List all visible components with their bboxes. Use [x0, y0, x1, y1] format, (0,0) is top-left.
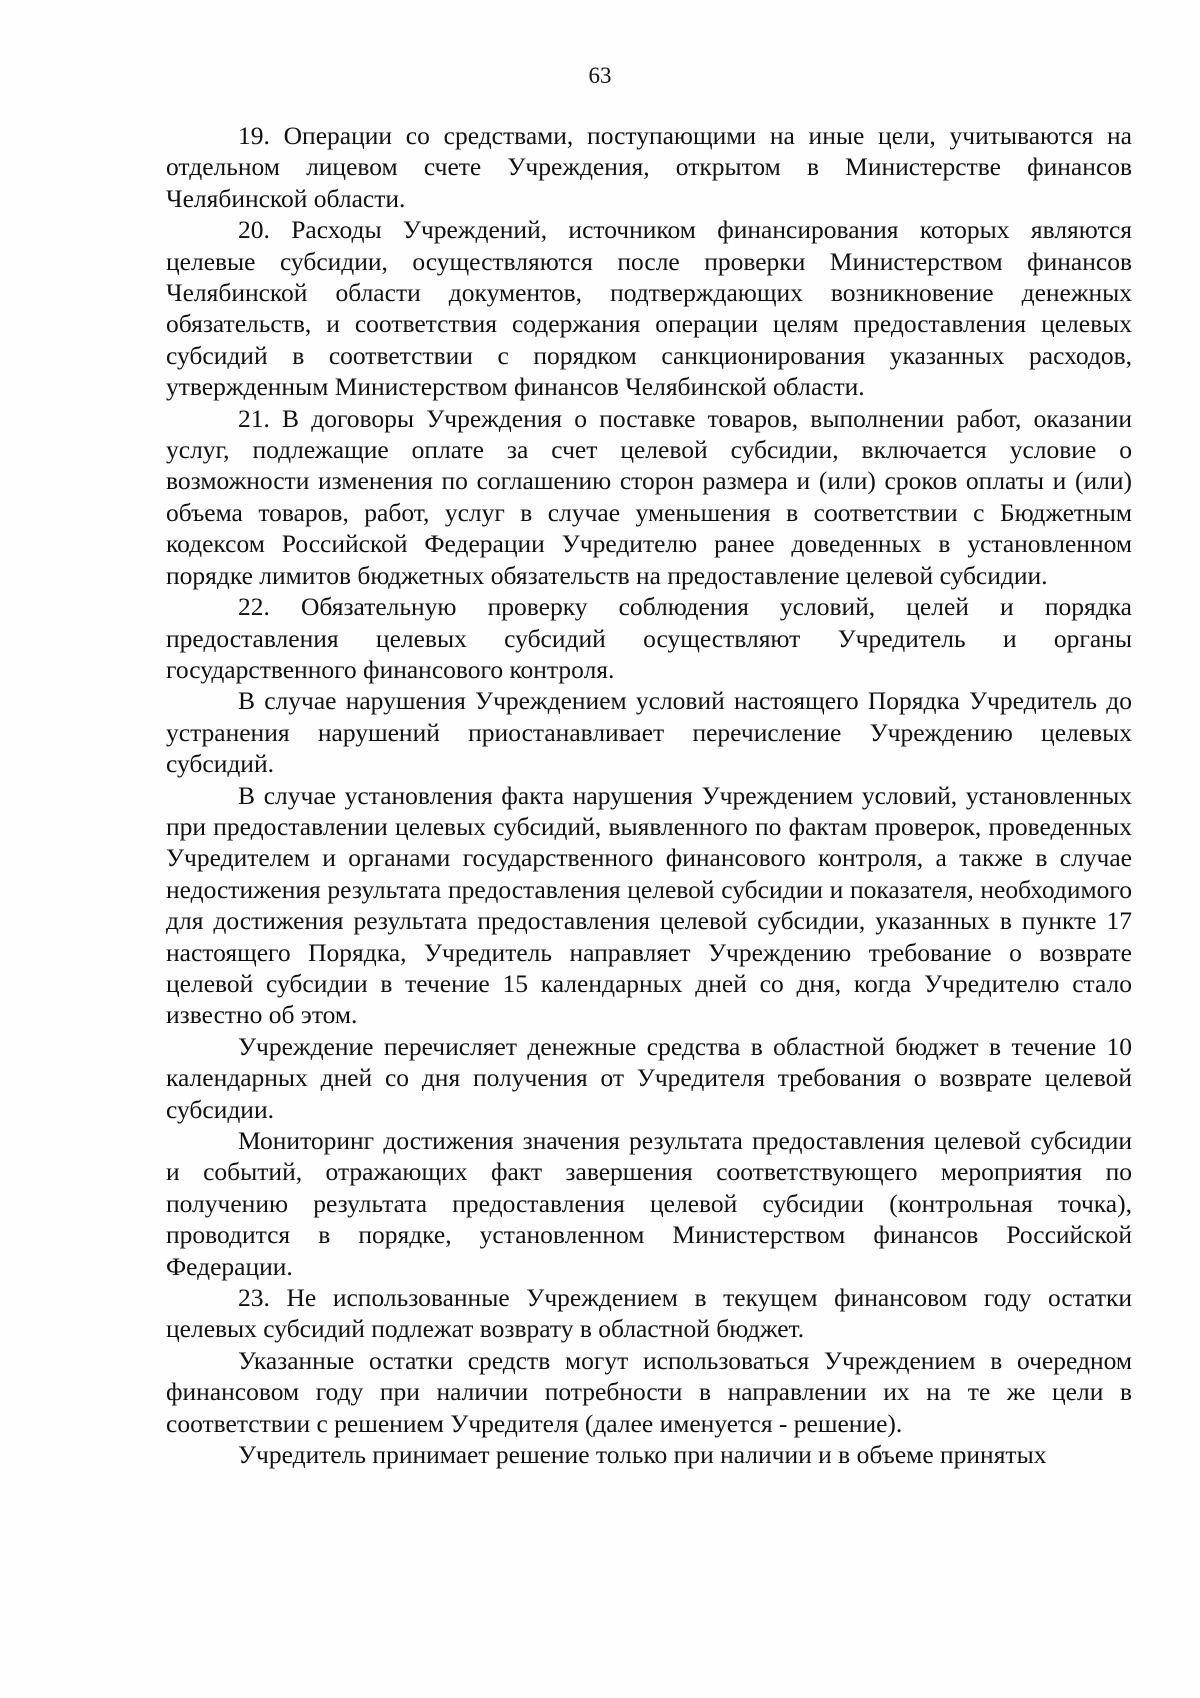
- paragraph-22-refund-demand: В случае установления факта нарушения Учреждением условий, установленных при предоставлении целевых субсидий, выявленного по фактам проверок, проведенных Учредителем и органами государственного финансового контроля, а также в случае недостижения результата предоставления целевой субсидии и показателя, необходимого для достижения результата предоставления целевой субсидии, указанных в пункте 17 настоящего Порядка, Учредитель направляет Учреждению требование о возврате целевой субсидии в течение 15 календарных дней со дня, когда Учредителю стало известно об этом.: [166, 780, 1132, 1030]
- paragraph-23-decision: Учредитель принимает решение только при наличии и в объеме принятых: [238, 1440, 1047, 1470]
- paragraph-23: 23. Не использованные Учреждением в текущем финансовом году остатки целевых субсидий подлежат возврату в областной бюджет.: [166, 1283, 1132, 1344]
- paragraph-23-remainders: Указанные остатки средств могут использоваться Учреждением в очередном финансовом году при наличии потребности в направлении их на те же цели в соответствии с решением Учредителя (далее именуется - решение).: [166, 1345, 1132, 1438]
- page-number: 63: [588, 63, 612, 88]
- paragraph-19: 19. Операции со средствами, поступающими на иные цели, учитываются на отдельном лицевом счете Учреждения, открытом в Министерстве финансов Челябинской области.: [166, 121, 1132, 213]
- paragraph-22: 22. Обязательную проверку соблюдения условий, целей и порядка предоставления целевых субсидий осуществляют Учредитель и органы государственного финансового контроля.: [166, 592, 1132, 684]
- paragraph-22-monitoring: Мониторинг достижения значения результата предоставления целевой субсидии и событий, отражающих факт завершения соответствующего мероприятия по получению результата предоставления целевой субсидии (контрольная точка), проводится в порядке, установленном Министерством финансов Российской Федерации.: [166, 1126, 1132, 1281]
- document-body: [166, 120, 1132, 1470]
- paragraph-20: 20. Расходы Учреждений, источником финансирования которых являются целевые субсидии, осуществляются после проверки Министерством финансов Челябинской области документов, подтверждающих возникновение денежных обязательств, и соответствия содержания операции целям предоставления целевых субсидий в соответствии с порядком санкционирования указанных расходов, утвержденным Министерством финансов Челябинской области.: [166, 215, 1132, 402]
- paragraph-21: 21. В договоры Учреждения о поставке товаров, выполнении работ, оказании услуг, подлежащие оплате за счет целевой субсидии, включается условие о возможности изменения по соглашению сторон размера и (или) сроков оплаты и (или) объема товаров, работ, услуг в случае уменьшения в соответствии с Бюджетным кодексом Российской Федерации Учредителю ранее доведенных в установленном порядке лимитов бюджетных обязательств на предоставление целевой субсидии.: [166, 403, 1132, 590]
- paragraph-22-transfer: Учреждение перечисляет денежные средства в областной бюджет в течение 10 календарных дней со дня получения от Учредителя требования о возврате целевой субсидии.: [166, 1031, 1132, 1124]
- paragraph-22-violation: В случае нарушения Учреждением условий настоящего Порядка Учредитель до устранения нарушений приостанавливает перечисление Учреждению целевых субсидий.: [166, 686, 1132, 779]
